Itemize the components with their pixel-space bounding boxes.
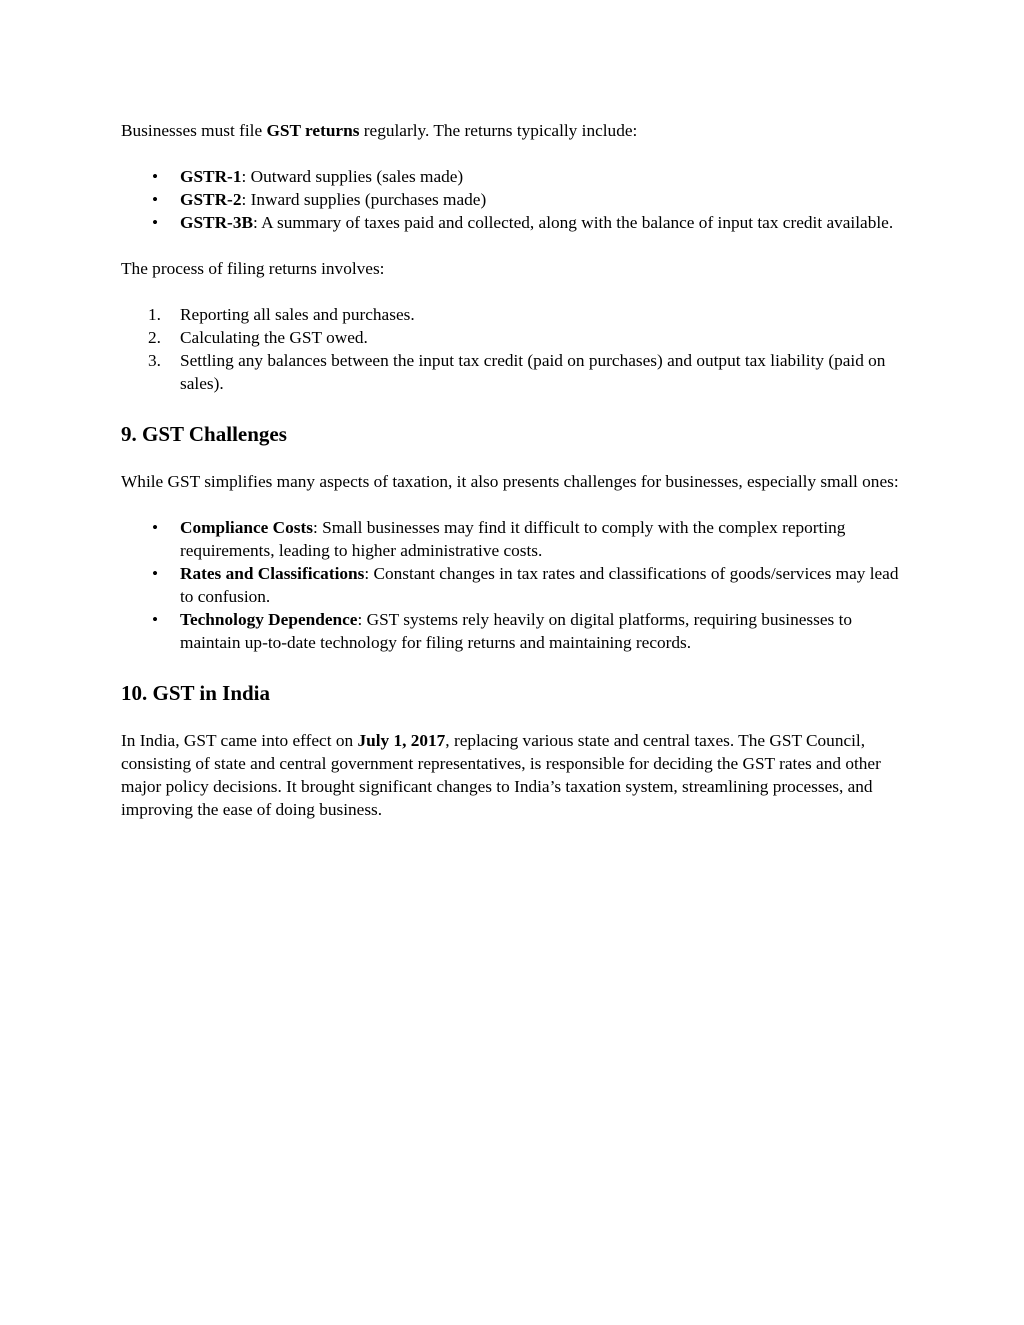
section-10-paragraph	[121, 729, 911, 821]
list-item-term: GSTR-2	[180, 190, 242, 209]
section-9-intro: While GST simplifies many aspects of taxation, it also presents challenges for businesses, especially small ones:	[121, 472, 899, 491]
list-item-desc: : GST systems rely heavily on digital platforms, requiring businesses to maintain up-to-date technology for filing returns and maintaining records.	[180, 610, 853, 652]
list-item-term: Technology Dependence	[180, 610, 358, 629]
challenges-list	[121, 516, 911, 654]
bullet-icon: •	[151, 518, 159, 537]
list-item	[121, 188, 911, 211]
list-item	[121, 608, 911, 654]
list-item-desc: : A summary of taxes paid and collected, along with the balance of input tax credit available.	[252, 213, 894, 232]
step-text: Calculating the GST owed.	[180, 328, 368, 347]
list-item	[121, 326, 911, 349]
list-item	[121, 516, 911, 562]
return-types-list	[121, 165, 911, 234]
document-page	[121, 119, 911, 844]
effective-date: July 1, 2017	[357, 731, 446, 750]
list-item-term: Compliance Costs	[180, 518, 313, 537]
bullet-icon: •	[151, 213, 159, 232]
process-intro: The process of filing returns involves:	[121, 259, 385, 278]
list-item	[121, 562, 911, 608]
list-item	[121, 303, 911, 326]
section-10-text-before: In India, GST came into effect on	[121, 731, 358, 750]
list-item	[121, 211, 911, 234]
step-number: 2.	[148, 328, 161, 347]
bullet-icon: •	[151, 564, 159, 583]
step-number: 3.	[148, 351, 161, 370]
list-item-desc: : Inward supplies (purchases made)	[241, 190, 487, 209]
intro-paragraph	[121, 119, 911, 142]
list-item-desc: : Constant changes in tax rates and classifications of goods/services may lead to confusion.	[180, 564, 899, 606]
intro-text-before: Businesses must file	[121, 121, 267, 140]
section-9-heading: 9. GST Challenges	[121, 422, 287, 446]
step-number: 1.	[148, 305, 161, 324]
bullet-icon: •	[151, 167, 159, 186]
list-item	[121, 165, 911, 188]
step-text: Settling any balances between the input tax credit (paid on purchases) and output tax liability (paid on sales).	[180, 351, 886, 393]
list-item	[121, 349, 911, 395]
list-item-term: Rates and Classifications	[180, 564, 365, 583]
step-text: Reporting all sales and purchases.	[180, 305, 415, 324]
bullet-icon: •	[151, 190, 159, 209]
bullet-icon: •	[151, 610, 159, 629]
list-item-desc: : Outward supplies (sales made)	[241, 167, 464, 186]
list-item-term: GSTR-3B	[180, 213, 253, 232]
section-10-heading: 10. GST in India	[121, 681, 271, 705]
process-steps-list	[121, 303, 911, 395]
section-10-text-after: , replacing various state and central taxes. The GST Council, consisting of state and central government representatives, is responsible for deciding the GST rates and other major policy decisions. It brought significant changes to India’s taxation system, streamlining processes, and improving the ease of doing business.	[121, 731, 881, 819]
intro-text-after: regularly. The returns typically include:	[359, 121, 638, 140]
intro-bold-term: GST returns	[266, 121, 360, 140]
list-item-term: GSTR-1	[180, 167, 242, 186]
list-item-desc: : Small businesses may find it difficult to comply with the complex reporting requirements, leading to higher administrative costs.	[180, 518, 846, 560]
